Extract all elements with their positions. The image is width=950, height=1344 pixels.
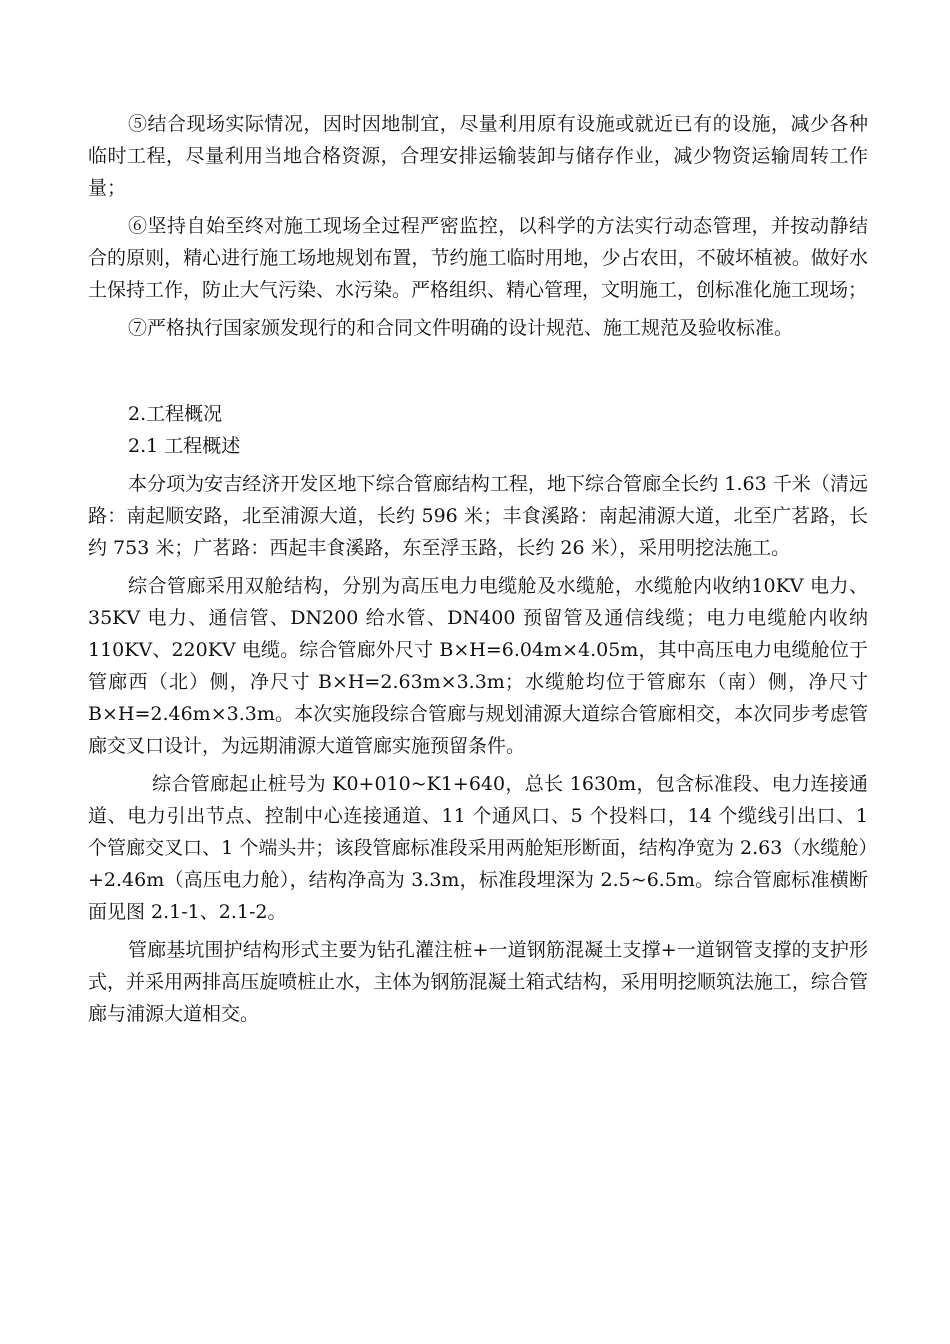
section-spacer	[88, 350, 868, 398]
paragraph-principle-7: ⑦严格执行国家颁发现行的和合同文件明确的设计规范、施工规范及验收标准。	[128, 317, 794, 339]
paragraph-overview: 本分项为安吉经济开发区地下综合管廊结构工程，地下综合管廊全长约 1.63 千米（清远路：南起顺安路，北至浦源大道，长约 596 米；丰食溪路：南起浦源大道，北至广茗路，长约 753 米；广茗路：西起丰食溪路，东至浮玉路，长约 26 米），采用明挖法施工。	[88, 473, 868, 559]
paragraph-chainage: 综合管廊起止桩号为 K0+010~K1+640，总长 1630m，包含标准段、电力连接通道、电力引出节点、控制中心连接通道、11 个通风口、5 个投料口，14 个缆线引出口、1 个管廊交叉口、1 个端头井；该段管廊标准段采用两舱矩形断面，结构净宽为 2.63（水缆舱）+2.46m（高压电力舱），结构净高为 3.3m，标准段埋深为 2.5~6.5m。综合管廊标准横断面见图 2.1-1、2.1-2。	[88, 773, 868, 923]
subsection-heading: 2.1 工程概述	[128, 435, 241, 457]
paragraph-retaining: 管廊基坑围护结构形式主要为钻孔灌注桩+一道钢筋混凝土支撑+一道钢管支撑的支护形式，并采用两排高压旋喷桩止水，主体为钢筋混凝土箱式结构，采用明挖顺筑法施工，综合管廊与浦源大道相交。	[88, 939, 868, 1025]
document-body	[88, 108, 868, 1036]
paragraph-principle-6: ⑥坚持自始至终对施工现场全过程严密监控，以科学的方法实行动态管理，并按动静结合的原则，精心进行施工场地规划布置，节约施工临时用地，少占农田，不破坏植被。做好水土保持工作，防止大气污染、水污染。严格组织、精心管理，文明施工，创标准化施工现场；	[88, 215, 868, 301]
section-heading: 2.工程概况	[128, 403, 223, 425]
paragraph-structure: 综合管廊采用双舱结构，分别为高压电力电缆舱及水缆舱，水缆舱内收纳10KV 电力、35KV 电力、通信管、DN200 给水管、DN400 预留管及通信线缆；电力电缆舱内收纳 110KV、220KV 电缆。综合管廊外尺寸 B×H=6.04m×4.05m，其中高压电力电缆舱位于管廊西（北）侧，净尺寸 B×H=2.63m×3.3m；水缆舱均位于管廊东（南）侧，净尺寸 B×H=2.46m×3.3m。本次实施段综合管廊与规划浦源大道综合管廊相交，本次同步考虑管廊交叉口设计，为远期浦源大道管廊实施预留条件。	[88, 575, 868, 757]
paragraph-principle-5: ⑤结合现场实际情况，因时因地制宜，尽量利用原有设施或就近已有的设施，减少各种临时工程，尽量利用当地合格资源，合理安排运输装卸与储存作业，减少物资运输周转工作量；	[88, 113, 868, 199]
